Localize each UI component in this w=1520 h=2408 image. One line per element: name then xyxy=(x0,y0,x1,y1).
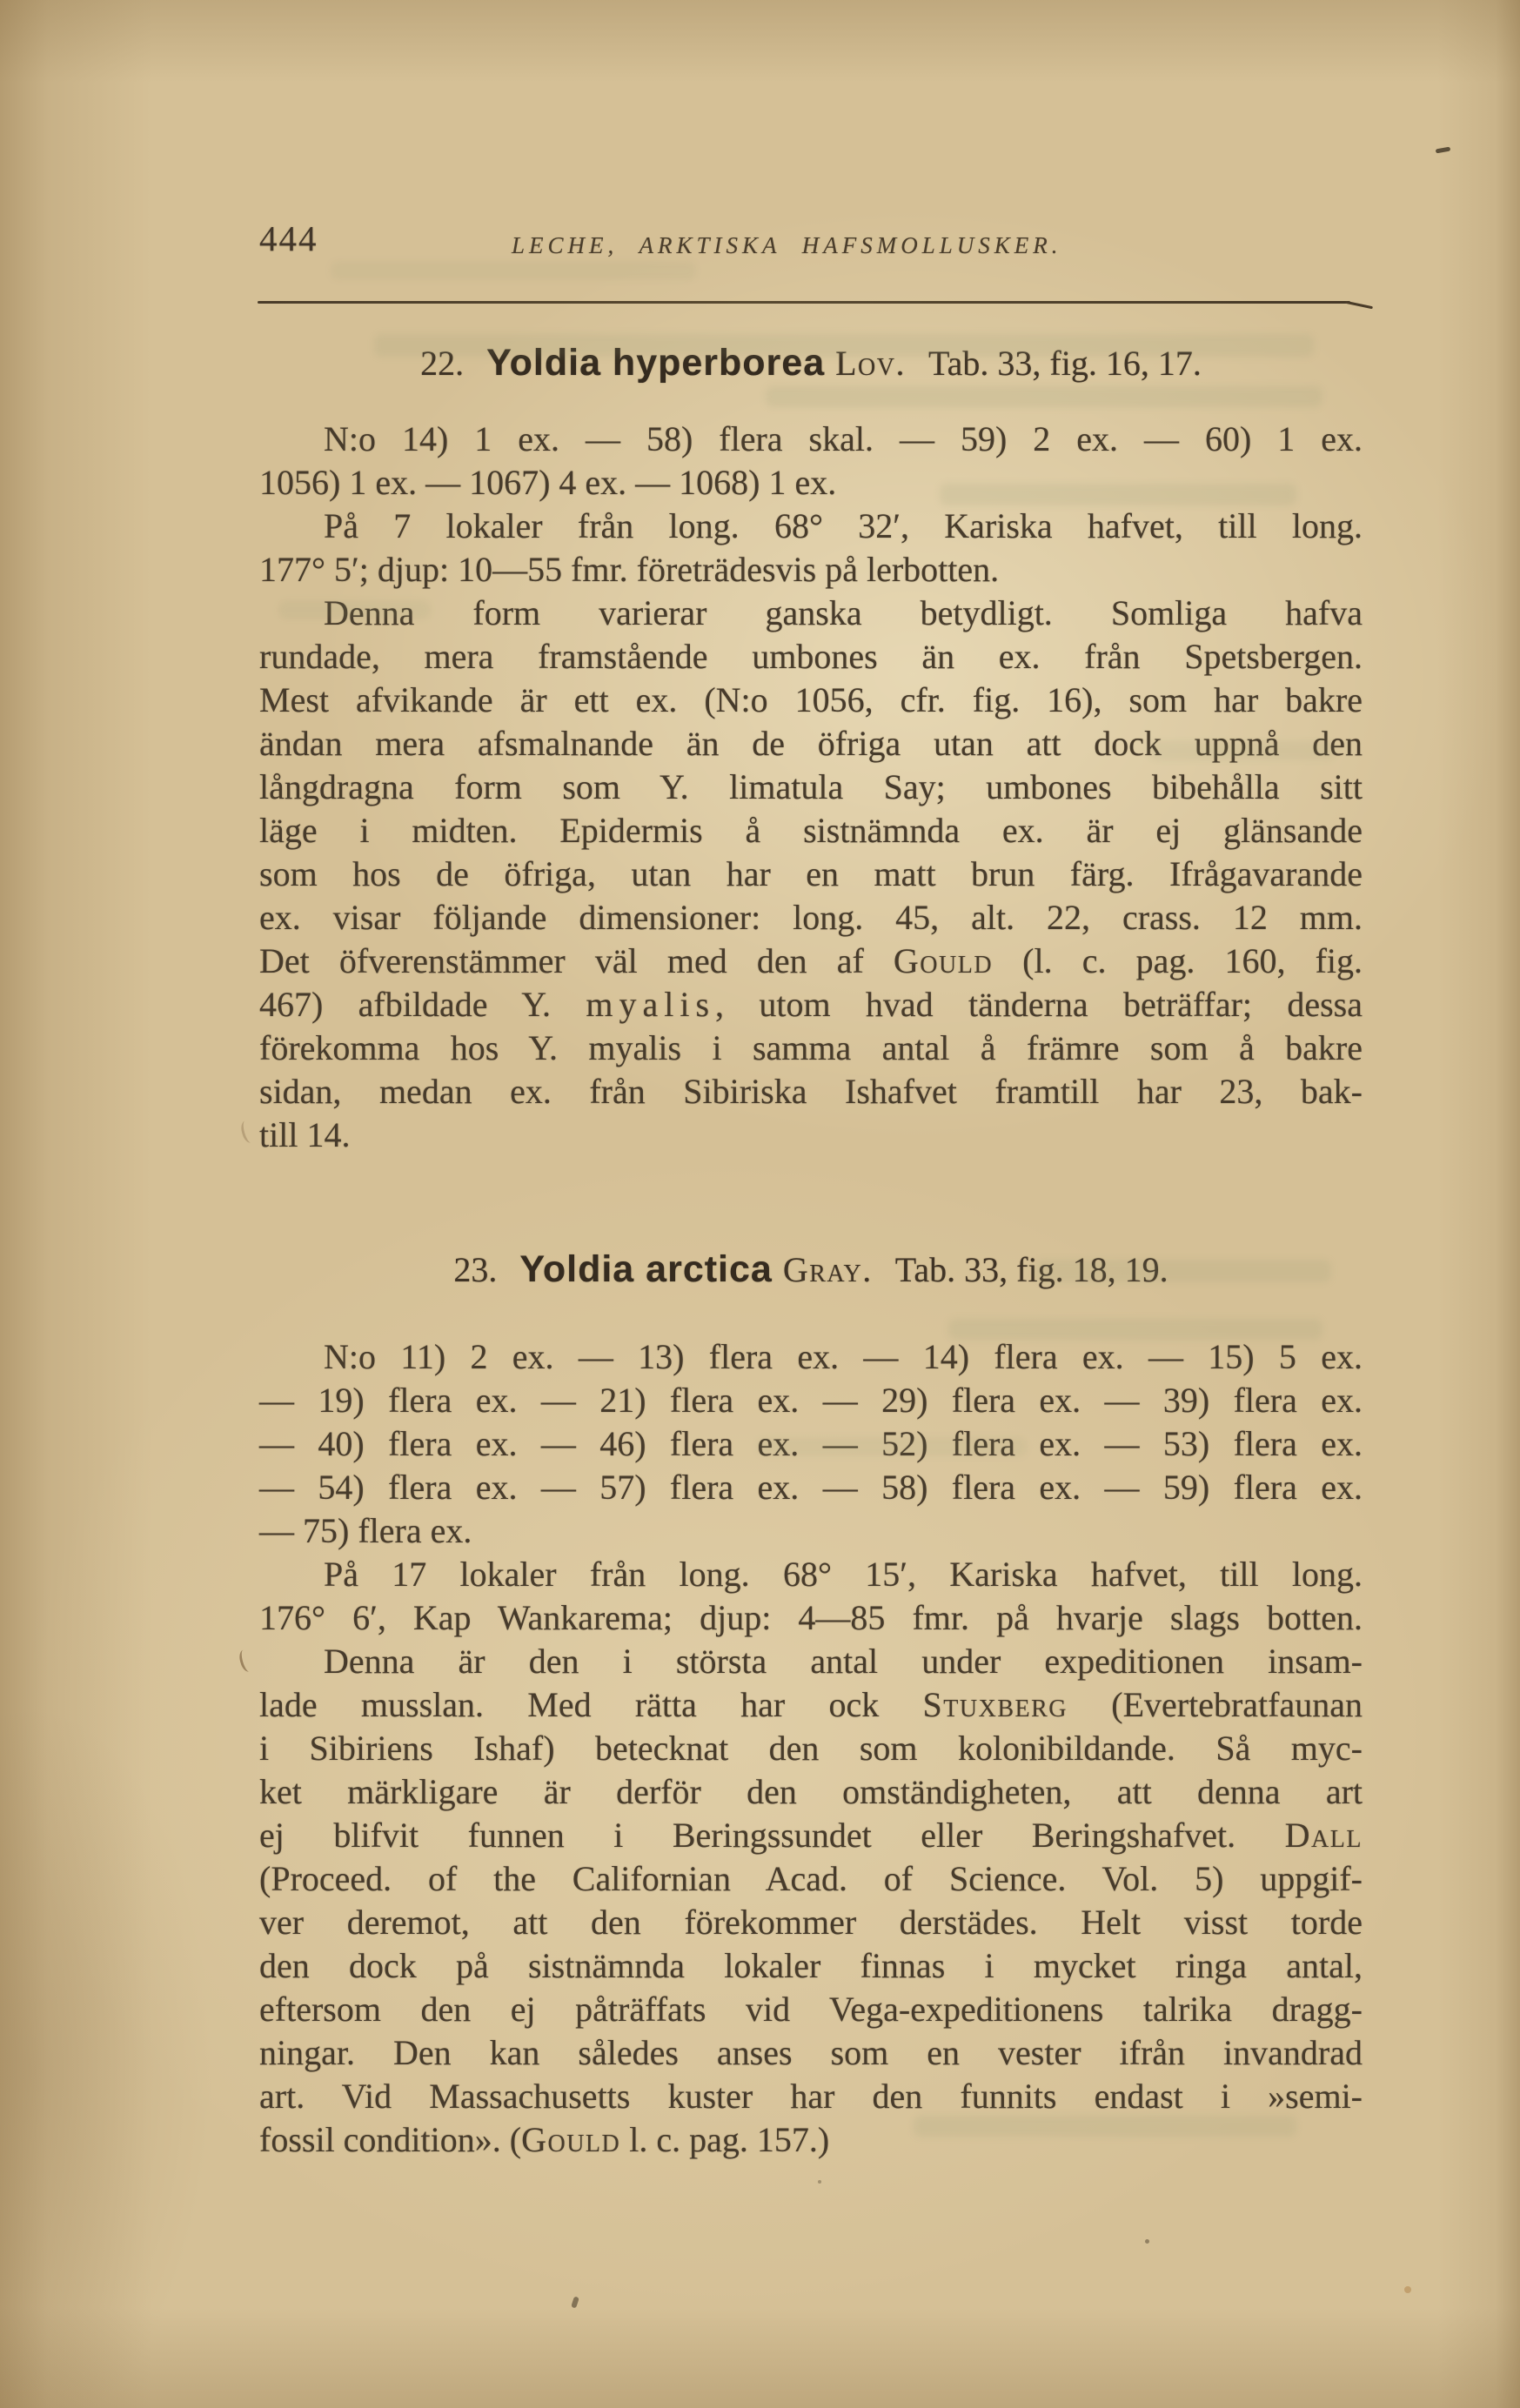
text-segment: — 54) flera ex. — 57) flera ex. — 58) flera ex. — 59) flera ex. xyxy=(259,1468,1363,1507)
text-segment: , utom hvad tänderna beträffar; dessa xyxy=(715,985,1363,1024)
text-line xyxy=(259,809,1363,853)
text-line xyxy=(259,722,1363,766)
text-segment: 467) afbildade Y. xyxy=(259,985,586,1024)
text-line xyxy=(259,679,1363,722)
text-segment: Det öfverenstämmer väl med den af xyxy=(259,941,894,980)
text-segment: långdragna form som Y. limatula Say; umbones bibehålla sitt xyxy=(259,767,1363,806)
text-segment: fossil condition». ( xyxy=(259,2120,522,2159)
text-line xyxy=(259,2031,1363,2075)
ink-speck xyxy=(571,2296,579,2308)
section-yoldia-hyperborea xyxy=(259,341,1363,1157)
author-name-smallcaps: Gray. xyxy=(782,1250,873,1289)
text-line xyxy=(259,766,1363,809)
text-segment: lade musslan. Med rätta har ock xyxy=(259,1685,923,1724)
text-line xyxy=(259,1727,1363,1770)
text-line xyxy=(259,1988,1363,2031)
text-segment: (l. c. pag. 160, fig. xyxy=(993,941,1363,980)
section-heading xyxy=(259,341,1363,385)
text-line xyxy=(259,1857,1363,1901)
text-segment: Mest afvikande är ett ex. (N:o 1056, cfr. fig. 16), som har bakre xyxy=(259,680,1363,719)
text-segment: 176° 6′, Kap Wankarema; djup: 4—85 fmr. på hvarje slags botten. xyxy=(259,1598,1363,1637)
text-segment: som hos de öfriga, utan har en matt brun färg. Ifrågavarande xyxy=(259,854,1363,893)
text-segment: (Evertebratfaunan xyxy=(1068,1685,1363,1724)
text-line xyxy=(259,1944,1363,1988)
text-segment: läge i midten. Epidermis å sistnämnda ex. är ej glänsande xyxy=(259,811,1363,850)
text-line xyxy=(259,592,1363,635)
header-rule xyxy=(258,301,1350,304)
text-segment: På 7 lokaler från long. 68° 32′, Kariska hafvet, till long. xyxy=(324,506,1363,545)
text-line xyxy=(259,461,1363,505)
text-line xyxy=(259,1027,1363,1070)
text-segment: art. Vid Massachusetts kuster har den funnits endast i »semi- xyxy=(259,2077,1363,2116)
text-line xyxy=(259,2118,1363,2162)
text-segment: — 40) flera ex. — 46) flera ex. — 52) flera ex. — 53) flera ex. xyxy=(259,1424,1363,1463)
text-segment: den dock på sistnämnda lokaler finnas i mycket ringa antal, xyxy=(259,1946,1363,1985)
ink-speck xyxy=(1436,147,1451,154)
text-segment: Denna är den i största antal under expeditionen insam- xyxy=(324,1642,1363,1681)
text-line xyxy=(259,548,1363,592)
text-line xyxy=(259,2075,1363,2118)
text-line xyxy=(259,1770,1363,1814)
ink-speck xyxy=(1145,2239,1149,2244)
text-segment: förekomma hos Y. myalis i samma antal å främre som å bakre xyxy=(259,1028,1363,1067)
margin-pen-mark xyxy=(238,1649,256,1674)
text-segment: — 75) flera ex. xyxy=(259,1511,472,1550)
text-segment: Denna form varierar ganska betydligt. Somliga hafva xyxy=(324,593,1363,632)
text-segment: 1056) 1 ex. — 1067) 4 ex. — 1068) 1 ex. xyxy=(259,463,837,502)
text-line xyxy=(259,940,1363,983)
text-segment: N:o 11) 2 ex. — 13) flera ex. — 14) flera ex. — 15) 5 ex. xyxy=(324,1337,1363,1376)
foxing-dot xyxy=(1404,2286,1411,2293)
text-line xyxy=(259,1814,1363,1857)
text-segment: l. c. pag. 157.) xyxy=(620,2120,830,2159)
text-segment: — 19) flera ex. — 21) flera ex. — 29) flera ex. — 39) flera ex. xyxy=(259,1381,1363,1420)
show-through-blot xyxy=(331,261,696,280)
text-segment: 23. xyxy=(453,1250,498,1289)
text-segment: rundade, mera framstående umbones än ex. från Spetsbergen. xyxy=(259,637,1363,676)
text-line xyxy=(259,1553,1363,1596)
text-segment: ket märkligare är derför den omständigheten, att denna art xyxy=(259,1772,1363,1811)
text-line xyxy=(259,1509,1363,1553)
text-segment: ver deremot, att den förekommer derstädes. Helt visst torde xyxy=(259,1903,1363,1942)
text-line xyxy=(259,1466,1363,1509)
section-heading xyxy=(259,1247,1363,1291)
author-name-smallcaps: Gould xyxy=(893,941,994,980)
text-segment: ex. visar följande dimensioner: long. 45, alt. 22, crass. 12 mm. xyxy=(259,898,1363,937)
page-number: 444 xyxy=(259,218,318,258)
text-line xyxy=(259,505,1363,548)
text-segment: 22. xyxy=(420,344,465,383)
text-segment: eftersom den ej påträffats vid Vega-expeditionens talrika dragg- xyxy=(259,1990,1363,2029)
text-line xyxy=(259,896,1363,940)
text-line xyxy=(259,418,1363,461)
text-segment: 177° 5′; djup: 10—55 fmr. företrädesvis på lerbotten. xyxy=(259,550,1000,589)
author-name-smallcaps: Dall xyxy=(1284,1816,1363,1855)
text-line xyxy=(259,983,1363,1027)
running-title: LECHE, ARKTISKA HAFSMOLLUSKER. xyxy=(512,232,1062,258)
text-line xyxy=(259,853,1363,896)
text-segment: ej blifvit funnen i Beringssundet eller Beringshafvet. xyxy=(259,1816,1285,1855)
text-line xyxy=(259,1379,1363,1422)
text-line xyxy=(259,635,1363,679)
author-name-smallcaps: Gould xyxy=(521,2120,621,2159)
text-line xyxy=(259,1596,1363,1640)
text-segment: i Sibiriens Ishaf) betecknat den som kolonibildande. Så myc- xyxy=(259,1729,1363,1768)
margin-pen-mark xyxy=(239,1120,258,1145)
text-segment: N:o 14) 1 ex. — 58) flera skal. — 59) 2 ex. — 60) 1 ex. xyxy=(324,419,1363,458)
species-name: Yoldia hyperborea xyxy=(486,342,826,384)
ink-speck xyxy=(818,2180,821,2184)
text-segment: myalis xyxy=(586,985,716,1024)
text-line xyxy=(259,1114,1363,1157)
text-segment: (Proceed. of the Californian Acad. of Science. Vol. 5) uppgif- xyxy=(259,1859,1363,1898)
text-segment: På 17 lokaler från long. 68° 15′, Kariska hafvet, till long. xyxy=(324,1555,1363,1594)
text-line xyxy=(259,1422,1363,1466)
author-name-smallcaps: Stuxberg xyxy=(922,1685,1068,1724)
text-line xyxy=(259,1335,1363,1379)
text-line xyxy=(259,1901,1363,1944)
text-segment: ändan mera afsmalnande än de öfriga utan att dock uppnå den xyxy=(259,724,1363,763)
text-segment: ningar. Den kan således anses som en vester ifrån invandrad xyxy=(259,2033,1363,2072)
text-line xyxy=(259,1683,1363,1727)
text-segment: Tab. 33, fig. 16, 17. xyxy=(928,344,1202,383)
section-yoldia-arctica xyxy=(259,1247,1363,2162)
text-segment: Tab. 33, fig. 18, 19. xyxy=(894,1250,1168,1289)
species-name: Yoldia arctica xyxy=(519,1248,773,1290)
text-segment: sidan, medan ex. från Sibiriska Ishafvet framtill har 23, bak- xyxy=(259,1072,1363,1111)
author-name-smallcaps: Lov. xyxy=(835,344,906,383)
text-line xyxy=(259,1070,1363,1114)
text-line xyxy=(259,1640,1363,1683)
text-segment: till 14. xyxy=(259,1115,351,1154)
